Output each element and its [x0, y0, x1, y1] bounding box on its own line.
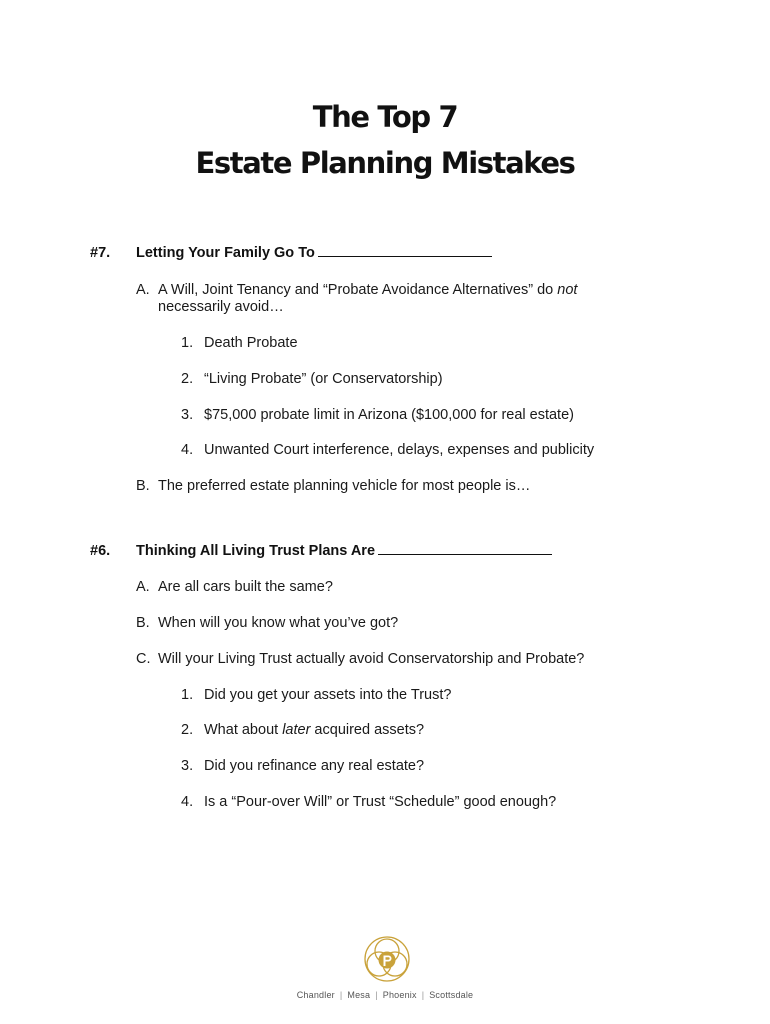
subitem-label: 2. [181, 371, 194, 387]
item-text: The preferred estate planning vehicle for most people is… [158, 478, 531, 494]
fill-in-blank [378, 553, 552, 555]
subitem-text-part: What about [204, 722, 283, 738]
subitem-label: 3. [181, 758, 194, 774]
item-text: Are all cars built the same? [158, 579, 333, 595]
subitem-text: Did you refinance any real estate? [204, 758, 425, 774]
emphasis-text: later [282, 722, 311, 738]
subitem-text: “Living Probate” (or Conservatorship) [204, 371, 443, 387]
section-heading-text: Thinking All Living Trust Plans Are [136, 543, 376, 559]
item-label: A. [136, 282, 150, 298]
item-text-continued: necessarily avoid… [158, 299, 284, 315]
page-title-line2: Estate Planning Mistakes [195, 146, 575, 180]
item-label: B. [136, 615, 150, 631]
item-label: C. [136, 651, 151, 667]
firm-logo-icon [362, 934, 412, 984]
footer-location: Scottsdale [429, 990, 474, 1000]
item-label: B. [136, 478, 150, 494]
section-number: #7. [90, 245, 111, 261]
subitem-label: 3. [181, 407, 194, 423]
footer-location: Phoenix [382, 990, 417, 1000]
footer-separator: | [339, 990, 343, 1000]
subitem-label: 1. [181, 335, 194, 351]
subitem-text [204, 722, 424, 738]
footer-location: Chandler [296, 990, 335, 1000]
subitem-label: 4. [181, 442, 194, 458]
section-heading [136, 543, 552, 559]
subitem-text: Did you get your assets into the Trust? [204, 687, 452, 703]
item-label: A. [136, 579, 150, 595]
fill-in-blank [318, 255, 492, 257]
page-title-line1: The Top 7 [312, 100, 458, 134]
subitem-label: 1. [181, 687, 194, 703]
item-text-part: A Will, Joint Tenancy and “Probate Avoidance Alternatives” do [158, 282, 558, 298]
section-number: #6. [90, 543, 111, 559]
subitem-text: $75,000 probate limit in Arizona ($100,000 for real estate) [204, 407, 574, 423]
subitem-text: Unwanted Court interference, delays, expenses and publicity [204, 442, 595, 458]
subitem-text: Is a “Pour-over Will” or Trust “Schedule” good enough? [204, 794, 557, 810]
footer-locations [0, 990, 770, 1000]
subitem-text-part: acquired assets? [310, 722, 425, 738]
section-heading-text: Letting Your Family Go To [136, 245, 315, 261]
item-text: Will your Living Trust actually avoid Conservatorship and Probate? [158, 651, 585, 667]
footer-separator: | [375, 990, 378, 1000]
subitem-label: 2. [181, 722, 194, 738]
item-text [158, 282, 577, 298]
item-text: When will you know what you’ve got? [158, 615, 399, 631]
subitem-text: Death Probate [204, 335, 298, 351]
footer-location: Mesa [347, 990, 371, 1000]
section-heading [136, 245, 492, 261]
subitem-label: 4. [181, 794, 194, 810]
emphasis-text: not [557, 282, 578, 298]
footer-separator: | [421, 990, 425, 1000]
